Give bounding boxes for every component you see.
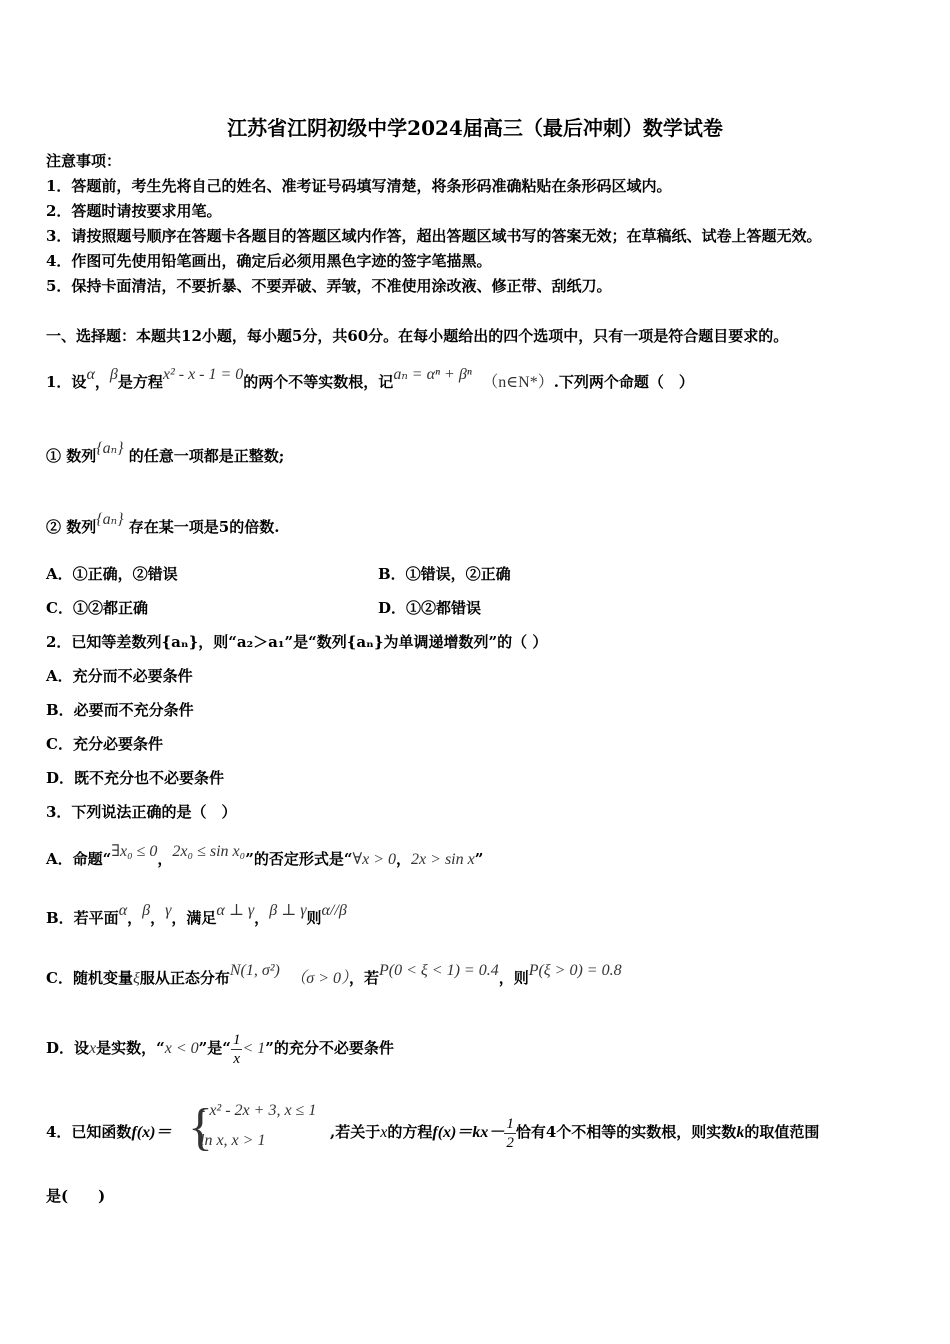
q1-options-row-1 (46, 564, 646, 584)
text: ， (157, 850, 173, 868)
option-c[interactable] (46, 962, 622, 989)
math-gamma: γ (165, 902, 172, 919)
option-b[interactable]: B．①错误，②正确 (378, 565, 511, 583)
text: ,若关于 (330, 1123, 381, 1141)
math-perpendicular: α ⊥ γ (216, 902, 255, 919)
text: 恰有4个不相等的实数根，则实数 (515, 1123, 737, 1141)
text: ，则 (498, 969, 529, 987)
text: 4．已知函数 (46, 1123, 132, 1141)
math-inequality: < 1 (242, 1040, 266, 1057)
note-item: 3．请按照题号顺序在答题卡各题目的答题区域内作答，超出答题区域书写的答案无效；在草稿纸、试卷上答题无效。 (46, 227, 822, 245)
math-fraction (231, 1031, 243, 1068)
option-a[interactable]: A．充分而不必要条件 (46, 667, 193, 685)
q1-options-row-2 (46, 598, 646, 618)
text: ， (94, 373, 110, 391)
fraction-numerator: 1 (506, 1115, 514, 1132)
note-item: 2．答题时请按要求用笔。 (46, 202, 222, 220)
text: C．随机变量 (46, 969, 133, 987)
note-item: 4．作图可先使用铅笔画出，确定后必须用黑色字迹的签字笔描黑。 (46, 252, 492, 270)
fraction-denominator: x (233, 1050, 241, 1067)
text: ”的否定形式是“ (245, 850, 353, 868)
section-heading: 一、选择题：本题共12小题，每小题5分，共60分。在每小题给出的四个选项中，只有一项是符合题目要求的。 (46, 327, 789, 345)
option-d[interactable]: D．既不充分也不必要条件 (46, 769, 225, 787)
case-1: - x² - 2x + 3, x ≤ 1 (200, 1102, 317, 1119)
text: ， (150, 909, 166, 927)
text: 则 (306, 909, 322, 927)
math-probability: P(ξ > 0) = 0.8 (528, 962, 622, 979)
text: ，满足 (171, 909, 217, 927)
text: A．命题“ (46, 850, 112, 868)
math-perpendicular: β ⊥ γ (269, 902, 307, 919)
text: ， (396, 850, 412, 868)
text: 服从正态分布 (139, 969, 230, 987)
statement-2 (46, 511, 280, 538)
text: 的取值范围 (744, 1123, 820, 1141)
question-4-stem-rest (330, 1112, 819, 1153)
statement-1 (46, 440, 285, 467)
math-sequence: {aₙ} (96, 511, 124, 528)
option-d[interactable] (46, 1028, 394, 1069)
option-b[interactable] (46, 902, 347, 929)
text: ”的充分不必要条件 (265, 1039, 394, 1057)
math-sequence-def: aₙ = αⁿ + βⁿ (393, 366, 472, 383)
question-3-stem: 3．下列说法正确的是（ ） (46, 803, 237, 821)
text: 的任意一项都是正整数; (128, 447, 285, 465)
option-a[interactable] (46, 843, 484, 870)
math-parallel: α//β (321, 902, 347, 919)
piecewise-function (188, 1100, 338, 1158)
brace-icon: { (188, 1099, 213, 1156)
fraction-denominator: 2 (506, 1134, 514, 1151)
math-inequality: 2x > sin x (411, 851, 475, 868)
math-alpha: α (86, 366, 95, 383)
text: 存在某一项是5的倍数. (128, 518, 280, 536)
math-beta: β (142, 902, 151, 919)
question-4-stem-end: 是( ) (46, 1187, 106, 1205)
page-title: 江苏省江阴初级中学2024届高三（最后冲刺）数学试卷 (227, 116, 723, 140)
text: B．若平面 (46, 909, 119, 927)
text: 的两个不等实数根，记 (243, 373, 394, 391)
text: ， (127, 909, 143, 927)
text: 1．设 (46, 373, 87, 391)
fraction-numerator: 1 (232, 1031, 241, 1048)
math-xi: ξ (132, 970, 140, 987)
text: 是实数，“ (96, 1039, 165, 1057)
math-x: x (380, 1124, 388, 1141)
text: 是方程 (117, 373, 163, 391)
math-normal-dist: N(1, σ²) (229, 962, 280, 979)
note-item: 1．答题前，考生先将自己的姓名、准考证号码填写清楚，将条形码准确粘贴在条形码区域内。 (46, 177, 672, 195)
text: .下列两个命题（ ） (553, 373, 694, 391)
text: ② 数列 (46, 518, 97, 536)
math-alpha: α (118, 902, 128, 919)
math-x: x (89, 1040, 97, 1057)
option-c[interactable]: C．充分必要条件 (46, 735, 163, 753)
math-fraction (504, 1115, 516, 1152)
text: D．设 (46, 1039, 90, 1057)
option-c[interactable]: C．①②都正确 (46, 599, 148, 617)
note-item: 5．保持卡面清洁，不要折暴、不要弄破、弄皱，不准使用涂改液、修正带、刮纸刀。 (46, 277, 612, 295)
question-2-stem: 2．已知等差数列{aₙ}，则“a₂＞a₁”是“数列{aₙ}为单调递增数列”的（ ） (46, 633, 548, 651)
option-a[interactable]: A．①正确，②错误 (46, 565, 178, 583)
question-4-stem-start (46, 1122, 171, 1143)
math-sequence: {aₙ} (96, 440, 124, 457)
math-condition: （n∈N*） (482, 374, 554, 391)
math-condition: （σ > 0） (290, 970, 349, 987)
math-forall: ∀x > 0 (352, 851, 397, 868)
notes-heading: 注意事项： (46, 152, 122, 170)
text: 的方程 (387, 1123, 433, 1141)
math-k: k (736, 1124, 745, 1141)
option-d[interactable]: D．①②都错误 (378, 599, 482, 617)
math-exists: ∃x₀ ≤ 0 (111, 843, 158, 860)
math-equation: x² - x - 1 = 0 (162, 366, 244, 383)
case-2: ln x, x > 1 (200, 1132, 266, 1149)
math-beta: β (109, 366, 118, 383)
math-function: f(x)＝ (131, 1124, 172, 1141)
math-inequality: x < 0 (164, 1040, 199, 1057)
text: ，若 (349, 969, 380, 987)
text: ”是“ (198, 1039, 231, 1057)
option-b[interactable]: B．必要而不充分条件 (46, 701, 194, 719)
text: ① 数列 (46, 447, 97, 465)
text: ， (254, 909, 270, 927)
math-equation: f(x)＝kx－ (432, 1124, 505, 1141)
math-probability: P(0 < ξ < 1) = 0.4 (379, 962, 499, 979)
question-1-stem (46, 366, 694, 393)
text: ” (474, 850, 484, 868)
math-inequality: 2x₀ ≤ sin x₀ (172, 843, 246, 860)
